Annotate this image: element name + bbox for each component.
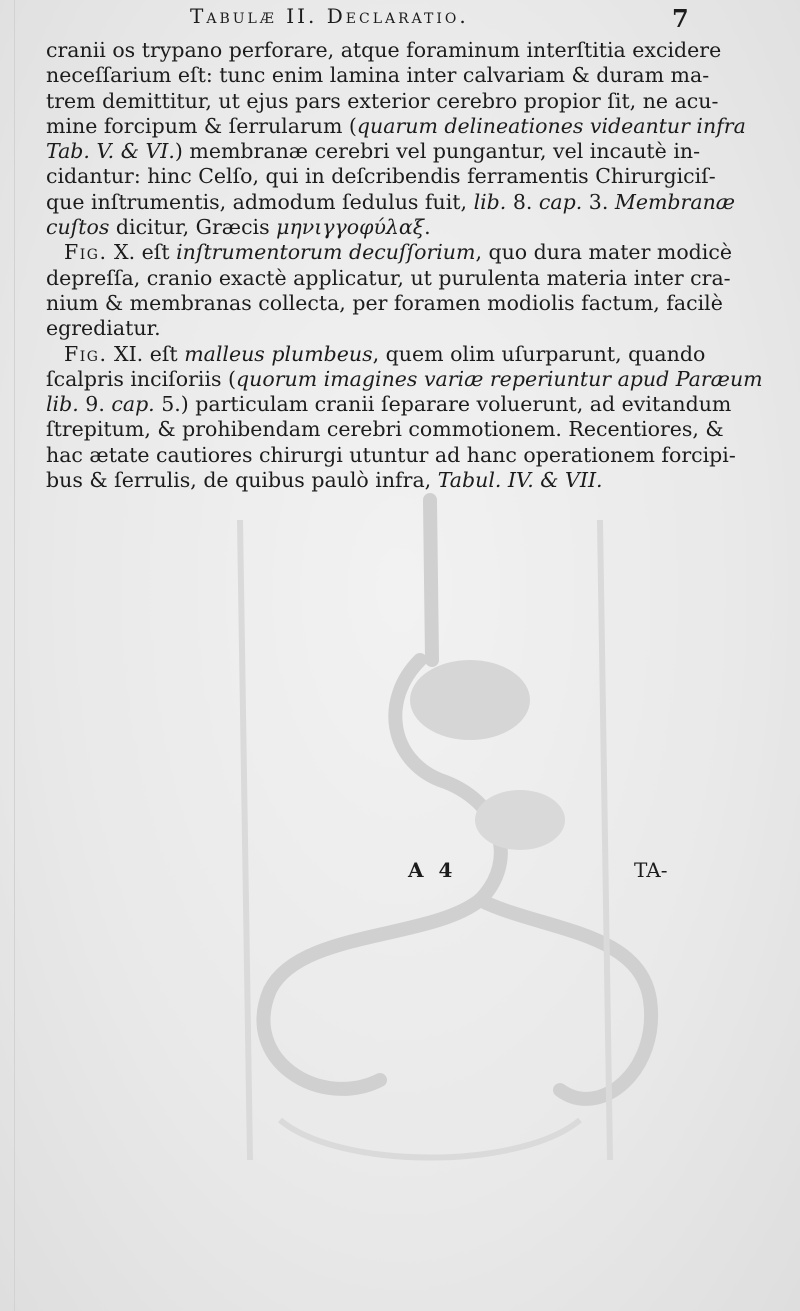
text-segment: ſcalpris inciſoriis ( <box>46 366 237 391</box>
italic-segment: cuſtos <box>46 215 110 240</box>
page-header <box>0 4 800 38</box>
italic-segment: lib. <box>46 392 79 417</box>
text-segment: depreſſa, cranio exactè applicatur, ut purulenta materia inter cra- <box>46 265 731 290</box>
page-footer <box>0 858 800 888</box>
text-line <box>46 189 736 215</box>
text-segment: ſtrepitum, & prohibendam cerebri commotionem. Recentiores, & <box>46 417 724 442</box>
text-line <box>46 164 716 189</box>
italic-segment: μηνιγγοφύλαξ <box>276 215 425 240</box>
text-segment: ) membranæ cerebri vel pungantur, vel incautè in- <box>174 139 701 164</box>
smallcaps-segment: Fig. <box>64 341 108 366</box>
body-text <box>46 38 763 493</box>
text-line <box>46 88 719 114</box>
italic-segment: Tabul. IV. & VII. <box>437 468 603 493</box>
text-segment: . <box>424 215 431 240</box>
text-segment: , quem olim uſurparunt, quando <box>372 341 706 366</box>
text-line <box>46 392 732 417</box>
signature-mark: A 4 <box>408 858 457 882</box>
text-line <box>46 265 731 291</box>
text-segment: 8. <box>506 189 539 214</box>
text-segment: dicitur, Græcis <box>109 215 277 240</box>
text-line <box>46 316 696 341</box>
paragraph <box>46 341 763 494</box>
italic-segment: Tab. V. & VI. <box>46 139 175 164</box>
italic-segment: quorum imagines variæ reperiuntur apud Paræum <box>236 366 763 391</box>
text-segment: nium & membranas collecta, per foramen modiolis factum, facilè <box>46 290 723 315</box>
text-segment: 5.) particulam cranii ſeparare voluerunt, ad evitandum <box>154 392 732 417</box>
text-line <box>46 468 696 493</box>
text-segment: trem demittitur, ut ejus pars exterior cerebro propior ſit, ne acu- <box>46 88 719 113</box>
text-segment: hac ætate cautiores chirurgi utuntur ad hanc operationem forcipi- <box>46 442 736 467</box>
paragraph <box>46 38 746 240</box>
page-edge-shadow <box>14 0 15 1311</box>
text-segment: mine forcipum & ſerrularum ( <box>46 113 357 138</box>
text-line <box>46 113 746 139</box>
text-segment: egrediatur. <box>46 316 161 341</box>
text-line <box>46 366 763 392</box>
text-segment: cranii os trypano perforare, atque foraminum interſtitia excidere <box>46 38 722 62</box>
text-line <box>46 442 736 468</box>
text-segment: 3. <box>582 189 615 214</box>
italic-segment: cap. <box>111 392 155 417</box>
italic-segment: malleus plumbeus <box>184 341 373 366</box>
text-line <box>46 417 724 442</box>
running-head: Tabulæ II. Declaratio. <box>190 4 469 28</box>
text-segment: XI. eſt <box>107 341 185 366</box>
smallcaps-segment: Fig. <box>64 240 108 265</box>
italic-segment: cap. <box>538 189 583 214</box>
italic-segment: quarum delineationes videantur infra <box>356 113 746 138</box>
text-line <box>46 215 696 240</box>
paragraph <box>46 240 732 341</box>
italic-segment: inſtrumentorum decuſſorium <box>176 240 476 265</box>
catchword: TA- <box>634 858 668 882</box>
text-segment: 9. <box>78 392 112 417</box>
text-segment: neceſſarium eſt: tunc enim lamina inter calvariam & duram ma- <box>46 63 710 88</box>
text-segment: cidantur: hinc Celſo, qui in deſcribendis ferramentis Chirurgiciſ- <box>46 164 716 189</box>
text-segment: que inſtrumentis, admodum ſedulus fuit, <box>46 189 474 214</box>
italic-segment: lib. <box>473 189 507 214</box>
text-segment: X. eſt <box>107 240 177 265</box>
text-segment: , quo dura mater modicè <box>475 240 732 265</box>
text-line <box>46 63 710 88</box>
text-line <box>46 38 722 63</box>
text-line <box>46 290 723 316</box>
text-line <box>46 341 706 367</box>
text-segment: bus & ſerrulis, de quibus paulò infra, <box>46 468 438 493</box>
italic-segment: Membranæ <box>614 189 736 214</box>
page-number: 7 <box>672 4 689 33</box>
text-line <box>46 240 732 265</box>
text-line <box>46 139 701 164</box>
